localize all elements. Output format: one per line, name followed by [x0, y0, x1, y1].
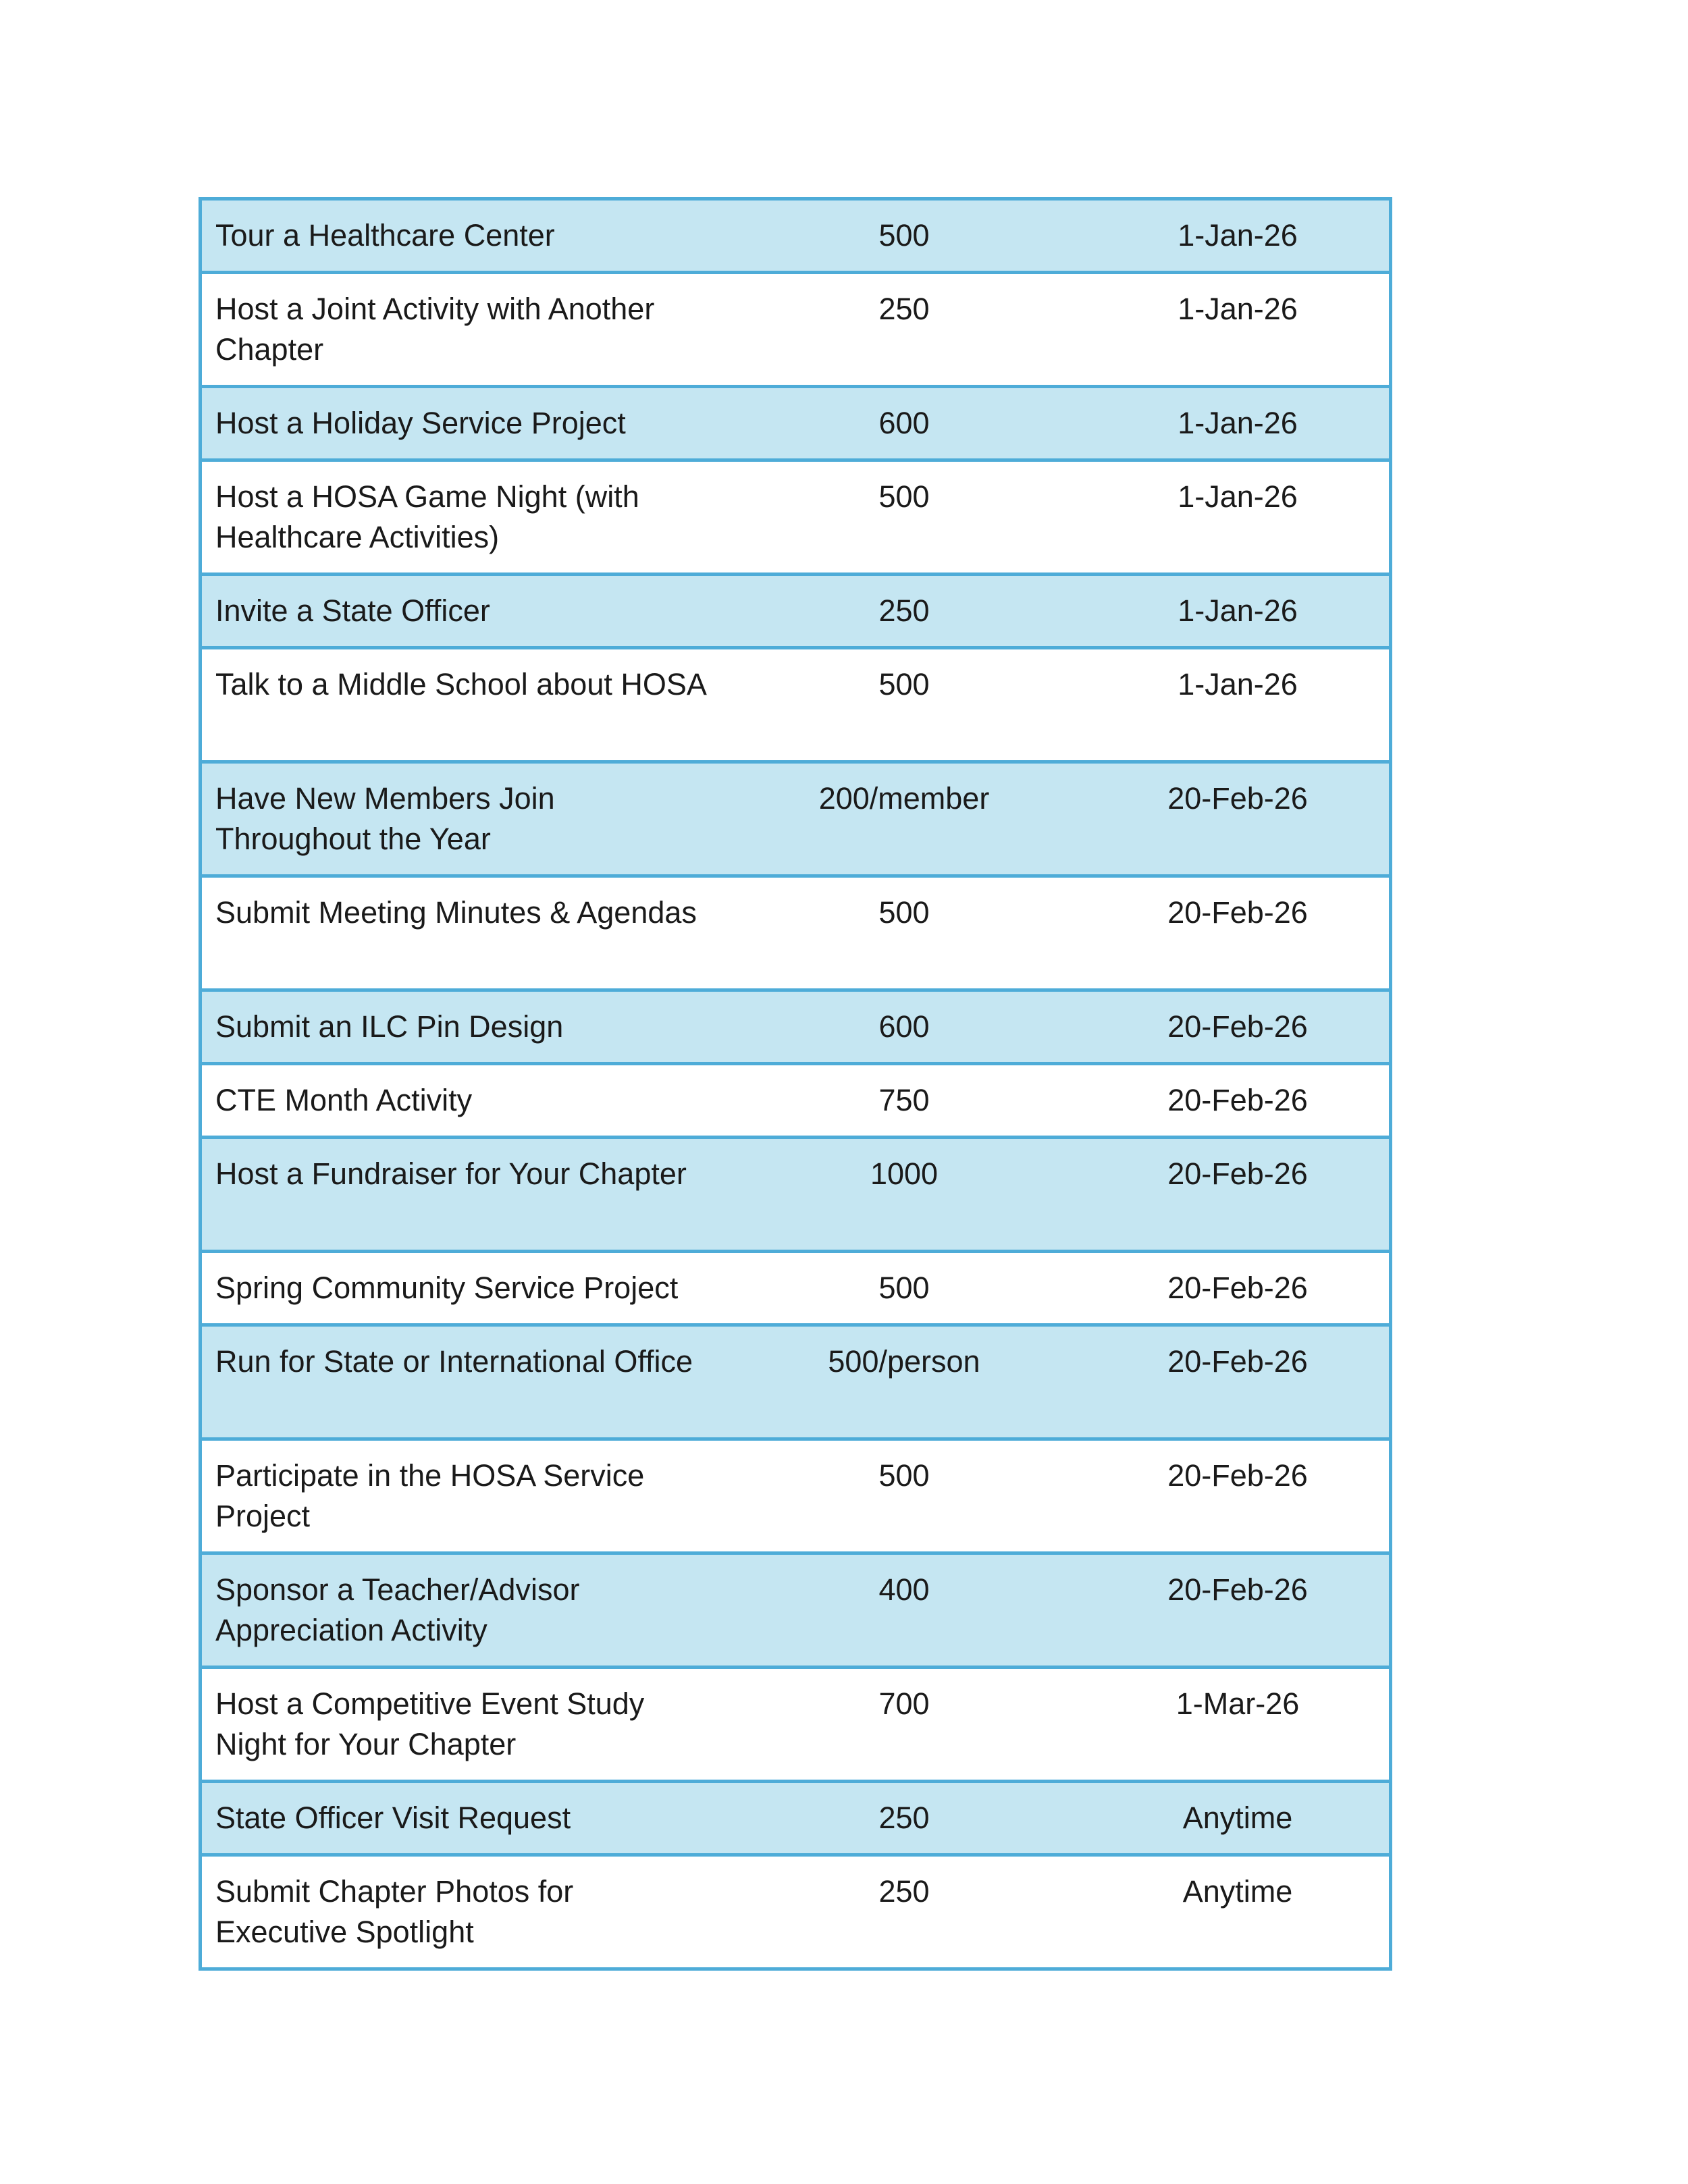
activity-cell: Run for State or International Office [201, 1325, 722, 1439]
points-cell: 250 [722, 575, 1086, 648]
deadline-cell: 1-Mar-26 [1086, 1668, 1391, 1782]
points-cell: 600 [722, 387, 1086, 460]
deadline-cell: 20-Feb-26 [1086, 876, 1391, 990]
deadline-cell: 20-Feb-26 [1086, 762, 1391, 876]
points-cell: 1000 [722, 1138, 1086, 1252]
activity-cell: Invite a State Officer [201, 575, 722, 648]
deadline-cell: 1-Jan-26 [1086, 387, 1391, 460]
table-row [201, 876, 1391, 990]
deadline-cell: 20-Feb-26 [1086, 1553, 1391, 1668]
activity-cell: Submit an ILC Pin Design [201, 990, 722, 1064]
points-cell: 500 [722, 876, 1086, 990]
activity-cell: Tour a Healthcare Center [201, 199, 722, 273]
points-cell: 500 [722, 199, 1086, 273]
activity-cell: Submit Meeting Minutes & Agendas [201, 876, 722, 990]
points-cell: 500 [722, 1252, 1086, 1325]
activity-cell: Participate in the HOSA Service Project [201, 1439, 722, 1553]
deadline-cell: 20-Feb-26 [1086, 1252, 1391, 1325]
points-cell: 500 [722, 1439, 1086, 1553]
points-cell: 250 [722, 1855, 1086, 1969]
points-cell: 500 [722, 460, 1086, 575]
deadline-cell: 1-Jan-26 [1086, 648, 1391, 762]
points-cell: 250 [722, 273, 1086, 387]
table-row [201, 1668, 1391, 1782]
points-cell: 200/member [722, 762, 1086, 876]
activity-cell: State Officer Visit Request [201, 1782, 722, 1855]
deadline-cell: 20-Feb-26 [1086, 1138, 1391, 1252]
table-row [201, 648, 1391, 762]
activity-cell: Host a Holiday Service Project [201, 387, 722, 460]
table-row [201, 1252, 1391, 1325]
deadline-cell: 1-Jan-26 [1086, 199, 1391, 273]
points-cell: 500 [722, 648, 1086, 762]
activity-cell: Host a Joint Activity with Another Chapter [201, 273, 722, 387]
activity-cell: Host a Fundraiser for Your Chapter [201, 1138, 722, 1252]
deadline-cell: Anytime [1086, 1855, 1391, 1969]
table-row [201, 1439, 1391, 1553]
activity-cell: Talk to a Middle School about HOSA [201, 648, 722, 762]
table-row [201, 1138, 1391, 1252]
table-row [201, 387, 1391, 460]
table-row [201, 199, 1391, 273]
table-row [201, 460, 1391, 575]
table-row [201, 273, 1391, 387]
points-cell: 400 [722, 1553, 1086, 1668]
points-cell: 600 [722, 990, 1086, 1064]
activity-cell: Submit Chapter Photos for Executive Spotlight [201, 1855, 722, 1969]
activity-cell: Sponsor a Teacher/Advisor Appreciation Activity [201, 1553, 722, 1668]
points-cell: 700 [722, 1668, 1086, 1782]
table-row [201, 762, 1391, 876]
deadline-cell: 20-Feb-26 [1086, 1325, 1391, 1439]
points-cell: 250 [722, 1782, 1086, 1855]
table-row [201, 1782, 1391, 1855]
deadline-cell: 1-Jan-26 [1086, 575, 1391, 648]
deadline-cell: 20-Feb-26 [1086, 1064, 1391, 1138]
activity-points-table [199, 197, 1392, 1971]
points-cell: 750 [722, 1064, 1086, 1138]
table-row [201, 1553, 1391, 1668]
table-row [201, 1064, 1391, 1138]
deadline-cell: 1-Jan-26 [1086, 273, 1391, 387]
activity-cell: Host a HOSA Game Night (with Healthcare Activities) [201, 460, 722, 575]
activity-points-sheet [199, 197, 1392, 1971]
activity-cell: Spring Community Service Project [201, 1252, 722, 1325]
table-row [201, 1325, 1391, 1439]
deadline-cell: 1-Jan-26 [1086, 460, 1391, 575]
deadline-cell: 20-Feb-26 [1086, 1439, 1391, 1553]
activity-cell: Have New Members Join Throughout the Year [201, 762, 722, 876]
table-row [201, 575, 1391, 648]
deadline-cell: 20-Feb-26 [1086, 990, 1391, 1064]
points-cell: 500/person [722, 1325, 1086, 1439]
table-row [201, 990, 1391, 1064]
activity-cell: CTE Month Activity [201, 1064, 722, 1138]
deadline-cell: Anytime [1086, 1782, 1391, 1855]
activity-cell: Host a Competitive Event Study Night for Your Chapter [201, 1668, 722, 1782]
table-row [201, 1855, 1391, 1969]
